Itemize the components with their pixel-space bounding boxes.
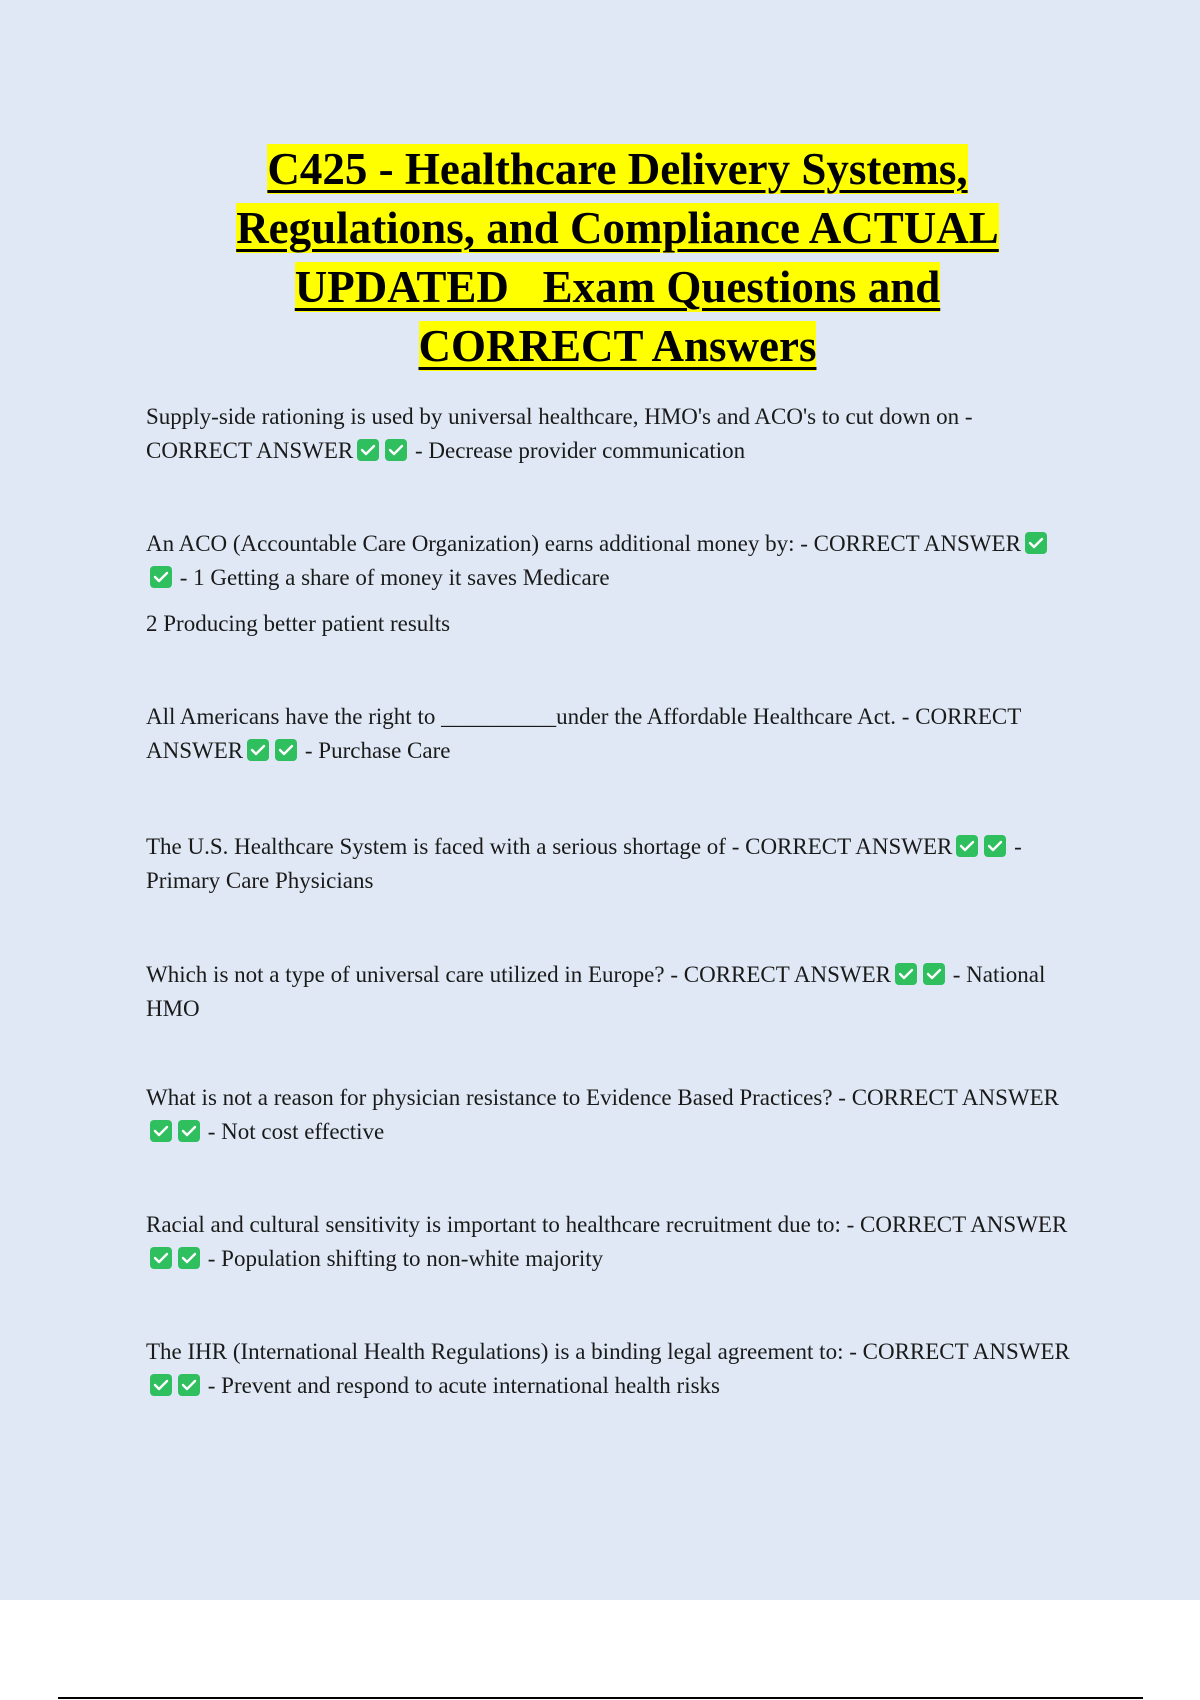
title-line: UPDATED Exam Questions and (294, 262, 941, 312)
qa-item (146, 1208, 1076, 1276)
answer-text: - National HMO (146, 962, 1046, 1021)
qa-item (146, 830, 1076, 898)
qa-text (146, 830, 1076, 898)
check-mark-icon (150, 1374, 172, 1396)
qa-item (146, 527, 1076, 641)
check-mark-icon (984, 835, 1006, 857)
question-text: Which is not a type of universal care utilized in Europe? - CORRECT ANSWER (146, 962, 891, 987)
title-line: CORRECT Answers (418, 321, 817, 371)
title-line: C425 - Healthcare Delivery Systems, (267, 144, 968, 194)
check-mark-icon (275, 739, 297, 761)
qa-item (146, 400, 1076, 468)
question-text: An ACO (Accountable Care Organization) earns additional money by: - CORRECT ANSWER (146, 531, 1021, 556)
check-mark-icon (150, 1247, 172, 1269)
answer-text: - Purchase Care (304, 738, 451, 763)
answer-text: - Decrease provider communication (415, 438, 746, 463)
qa-item (146, 700, 1076, 768)
answer-text: - Not cost effective (207, 1119, 385, 1144)
check-mark-icon (1025, 532, 1047, 554)
document-title (150, 140, 1085, 376)
check-mark-icon (150, 1120, 172, 1142)
check-mark-icon (178, 1120, 200, 1142)
qa-item (146, 1335, 1076, 1403)
check-mark-icon (357, 439, 379, 461)
qa-text (146, 400, 1076, 468)
question-text: All Americans have the right to __________under the Affordable Healthcare Act. - CORRECT ANSWER (146, 704, 1021, 763)
check-mark-icon (895, 963, 917, 985)
answer-continuation: 2 Producing better patient results (146, 611, 451, 636)
check-mark-icon (150, 566, 172, 588)
question-text: Supply-side rationing is used by universal healthcare, HMO's and ACO's to cut down on - CORRECT ANSWER (146, 404, 973, 463)
footer-divider (58, 1697, 1143, 1699)
qa-text (146, 700, 1076, 768)
check-mark-icon (178, 1247, 200, 1269)
qa-text (146, 1335, 1076, 1403)
check-mark-icon (247, 739, 269, 761)
qa-item (146, 958, 1076, 1026)
question-text: Racial and cultural sensitivity is important to healthcare recruitment due to: - CORRECT ANSWER (146, 1212, 1068, 1237)
answer-text: - Primary Care Physicians (146, 834, 1022, 893)
qa-text (146, 958, 1076, 1026)
question-text: What is not a reason for physician resistance to Evidence Based Practices? - CORRECT ANSWER (146, 1085, 1059, 1110)
qa-text (146, 527, 1076, 595)
qa-text (146, 1208, 1076, 1276)
check-mark-icon (956, 835, 978, 857)
check-mark-icon (385, 439, 407, 461)
answer-text: - 1 Getting a share of money it saves Medicare (179, 565, 610, 590)
title-line: Regulations, and Compliance ACTUAL (236, 203, 999, 253)
question-text: The U.S. Healthcare System is faced with a serious shortage of - CORRECT ANSWER (146, 834, 953, 859)
check-mark-icon (178, 1374, 200, 1396)
qa-text (146, 1081, 1076, 1149)
answer-text: - Prevent and respond to acute international health risks (207, 1373, 720, 1398)
answer-text: - Population shifting to non-white majority (207, 1246, 604, 1271)
check-mark-icon (923, 963, 945, 985)
qa-item (146, 1081, 1076, 1149)
question-text: The IHR (International Health Regulations) is a binding legal agreement to: - CORRECT ANSWER (146, 1339, 1070, 1364)
